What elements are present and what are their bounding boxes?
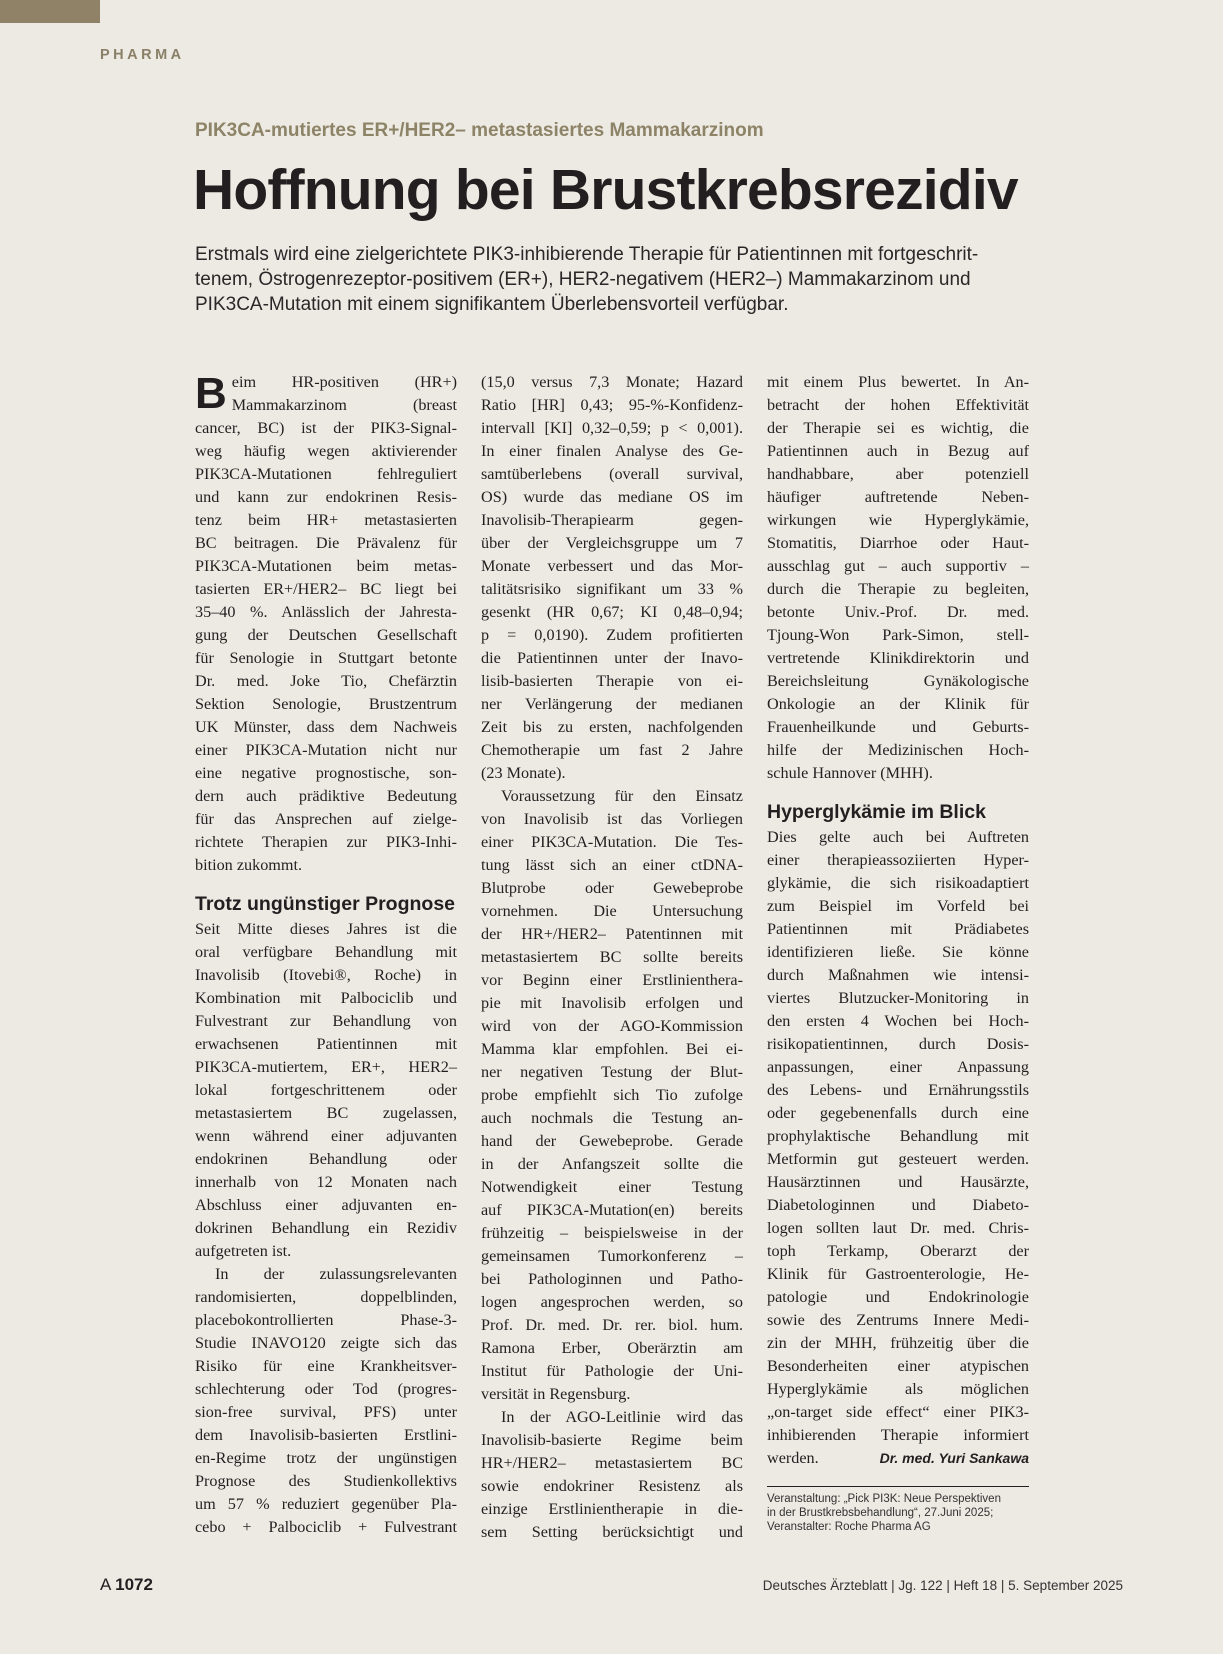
text-line: und kann zur endokrinen Resis- [195,488,457,506]
text-line: vornehmen. Die Untersuchung [481,902,743,920]
text-line: Fulvestrant zur Behandlung von [195,1012,457,1030]
text-line: Tjoung-Won Park-Simon, stell- [767,626,1029,644]
text-line: weg häufig wegen aktivierender [195,442,457,460]
text-line: Diabetologinnen und Diabeto- [767,1196,1029,1214]
text-line: Dies gelte auch bei Auftreten [767,828,1029,846]
text-line: Metformin gut gesteuert werden. [767,1150,1029,1168]
text-line: PIK3CA-mutiertem, ER+, HER2– [195,1058,457,1076]
text-line: die Patientinnen unter der Inavo- [481,649,743,667]
text-line: p = 0,0190). Zudem profitierten [481,626,743,644]
text-line: mit einem Plus bewertet. In An- [767,373,1029,391]
text-line: endokrinen Behandlung oder [195,1150,457,1168]
text-line: gung der Deutschen Gesellschaft [195,626,457,644]
page-number-value: 1072 [115,1575,153,1594]
section-label: PHARMA [100,47,185,63]
article-lede [195,242,1025,317]
text-line: en-Regime trotz der ungünstigen [195,1449,457,1467]
text-line: von Inavolisib ist das Vorliegen [481,810,743,828]
lede-line: Erstmals wird eine zielgerichtete PIK3-inhibierende Therapie für Patientinnen mit fortgeschrit- [195,244,979,265]
article-column-3 [767,371,1029,1470]
author-signoff: Dr. med. Yuri Sankawa [879,1450,1029,1466]
text-line: (15,0 versus 7,3 Monate; Hazard [481,373,743,391]
text-line: Prognose des Studienkollektivs [195,1472,457,1490]
section-accent-bar [0,0,100,23]
text-line: Chemotherapie um fast 2 Jahre [481,741,743,759]
text-line: Inavolisib-basierte Regime beim [481,1431,743,1449]
article-headline: Hoffnung bei Brustkrebsrezidiv [193,158,1018,222]
text-line: aufgetreten ist. [195,1242,292,1260]
text-line: wenn während einer adjuvanten [195,1127,457,1145]
text-line: Prof. Dr. med. Dr. rer. biol. hum. [481,1316,743,1334]
text-line: Dr. med. Joke Tio, Chefärztin [195,672,457,690]
text-line: vertretende Klinikdirektorin und [767,649,1029,667]
text-line: intervall [KI] 0,32–0,59; p < 0,001). [481,419,743,437]
text-line: inhibierenden Therapie informiert [767,1426,1029,1444]
text-line: dokrinen Behandlung ein Rezidiv [195,1219,457,1237]
text-line: eine negative prognostische, son- [195,764,457,782]
event-note-line: Veranstalter: Roche Pharma AG [767,1521,931,1533]
text-line: prophylaktische Behandlung mit [767,1127,1029,1145]
text-line: Frauenheilkunde und Geburts- [767,718,1029,736]
text-line: eim HR-positiven (HR+) [231,373,457,391]
text-line: samtüberlebens (overall survival, [481,465,743,483]
text-line: Seit Mitte dieses Jahres ist die [195,920,457,938]
text-line: 35–40 %. Anlässlich der Jahresta- [195,603,457,621]
text-line: Hyperglykämie als möglichen [767,1380,1029,1398]
text-line: PIK3CA-Mutationen fehlreguliert [195,465,457,483]
text-line: durch die Therapie zu begleiten, [767,580,1029,598]
text-line: häufiger auftretende Neben- [767,488,1029,506]
text-line: Bereichsleitung Gynäkologische [767,672,1029,690]
text-line: über der Vergleichsgruppe um 7 [481,534,743,552]
text-line: BC beitragen. Die Prävalenz für [195,534,457,552]
text-line: betonte Univ.-Prof. Dr. med. [767,603,1029,621]
text-line: dern auch prädiktive Bedeutung [195,787,457,805]
text-line: Ratio [HR] 0,43; 95-%-Konfidenz- [481,396,743,414]
text-line: „on-target side effect“ einer PIK3- [767,1403,1029,1421]
subheading: Hyperglykämie im Blick [767,801,986,823]
text-line: wirkungen wie Hyperglykämie, [767,511,1029,529]
text-line: HR+/HER2– metastasiertem BC [481,1454,743,1472]
text-line: zin der MHH, frühzeitig über die [767,1334,1029,1352]
text-line: hilfe der Medizinischen Hoch- [767,741,1029,759]
text-line: versität in Regensburg. [481,1385,631,1403]
text-line: UK Münster, dass dem Nachweis [195,718,457,736]
text-line: cancer, BC) ist der PIK3-Signal- [195,419,457,437]
text-line: einer therapieassoziierten Hyper- [767,851,1029,869]
text-line: Risiko für eine Krankheitsver- [195,1357,457,1375]
text-line: einer PIK3CA-Mutation. Die Tes- [481,833,743,851]
paragraph [767,371,1029,785]
text-line: um 57 % reduziert gegenüber Pla- [195,1495,457,1513]
text-line: ner Verlängerung der medianen [481,695,743,713]
lede-line: PIK3CA-Mutation mit einem signifikantem Überlebensvorteil verfügbar. [195,294,789,315]
text-line: pie mit Inavolisib erfolgen und [481,994,743,1012]
paragraph [195,918,457,1263]
text-line: sion-free survival, PFS) unter [195,1403,457,1421]
text-line: Zeit bis zu ersten, nachfolgenden [481,718,743,736]
text-line: richtete Therapien zur PIK3-Inhi- [195,833,457,851]
paragraph [481,1406,743,1544]
text-line: tasierten ER+/HER2– BC liegt bei [195,580,457,598]
text-line: Abschluss einer adjuvanten en- [195,1196,457,1214]
paragraph [195,371,457,877]
text-line: PIK3CA-Mutationen beim metas- [195,557,457,575]
text-line: dem Inavolisib-basierten Erstlini- [195,1426,457,1444]
text-line: für Senologie in Stuttgart betonte [195,649,457,667]
text-line: Studie INAVO120 zeigte sich das [195,1334,457,1352]
text-line: Inavolisib (Itovebi®, Roche) in [195,966,457,984]
text-line: OS) wurde das mediane OS im [481,488,743,506]
text-line: lisib-basierten Therapie von ei- [481,672,743,690]
text-line: toph Terkamp, Oberarzt der [767,1242,1029,1260]
article-kicker: PIK3CA-mutiertes ER+/HER2– metastasiertes Mammakarzinom [195,120,764,141]
text-line: logen sollten laut Dr. med. Chris- [767,1219,1029,1237]
text-line: patologie und Endokrinologie [767,1288,1029,1306]
text-line: Kombination mit Palbociclib und [195,989,457,1007]
text-line: oder gegebenenfalls durch eine [767,1104,1029,1122]
text-line: auch nochmals die Testung an- [481,1109,743,1127]
text-line: sem Setting berücksichtigt und [481,1523,743,1541]
text-line: in der Anfangszeit sollte die [481,1155,743,1173]
text-line: talitätsrisiko signifikant um 33 % [481,580,743,598]
text-line: schule Hannover (MHH). [767,764,933,782]
text-line: auf PIK3CA-Mutation(en) bereits [481,1201,743,1219]
text-line: viertes Blutzucker-Monitoring in [767,989,1029,1007]
text-line: sowie des Zentrums Innere Medi- [767,1311,1029,1329]
text-line: der HR+/HER2– Patentinnen mit [481,925,743,943]
text-line: betracht der hohen Effektivität [767,396,1029,414]
text-line: hand der Gewebeprobe. Gerade [481,1132,743,1150]
text-line: placebokontrollierten Phase-3- [195,1311,457,1329]
paragraph [481,371,743,785]
text-line: tung lässt sich an einer ctDNA- [481,856,743,874]
text-line: bition zukommt. [195,856,303,874]
text-line: den ersten 4 Wochen bei Hoch- [767,1012,1029,1030]
article-column-1 [195,371,457,1539]
text-line: des Lebens- und Ernährungsstils [767,1081,1029,1099]
text-line: gemeinsamen Tumorkonferenz – [481,1247,743,1265]
text-line: vor Beginn einer Erstlinienthera- [481,971,743,989]
text-line: Hausärztinnen und Hausärzte, [767,1173,1029,1191]
closing-line [767,1447,1029,1470]
text-line: innerhalb von 12 Monaten nach [195,1173,457,1191]
text-line: tenz beim HR+ metastasierten [195,511,457,529]
text-line: ausschlag gut – auch supportiv – [767,557,1029,575]
text-line: handhabbare, aber potenziell [767,465,1029,483]
text-line: risikopatientinnen, durch Dosis- [767,1035,1029,1053]
text-line: frühzeitig – beispielsweise in der [481,1224,743,1242]
text-line: Voraussetzung für den Einsatz [501,787,743,805]
text-line: probe empfiehlt sich Tio zufolge [481,1086,743,1104]
text-line: cebo + Palbociclib + Fulvestrant [195,1518,457,1536]
closing-text: werden. [767,1449,819,1467]
text-line: bei Pathologinnen und Patho- [481,1270,743,1288]
text-line: Besonderheiten einer atypischen [767,1357,1029,1375]
event-note [767,1486,1029,1534]
paragraph [195,1263,457,1539]
text-line: Inavolisib-Therapiearm gegen- [481,511,743,529]
article-column-2 [481,371,743,1544]
text-line: sowie endokriner Resistenz als [481,1477,743,1495]
text-line: In einer finalen Analyse des Ge- [481,442,743,460]
text-line: Patientinnen auch in Bezug auf [767,442,1029,460]
text-line: Stomatitis, Diarrhoe oder Haut- [767,534,1029,552]
text-line: metastasiertem BC zugelassen, [195,1104,457,1122]
text-line: Institut für Pathologie der Uni- [481,1362,743,1380]
text-line: Onkologie an der Klinik für [767,695,1029,713]
text-line: durch Maßnahmen wie intensi- [767,966,1029,984]
page-number [100,1575,153,1595]
text-line: Notwendigkeit einer Testung [481,1178,743,1196]
page-prefix: A [100,1575,111,1594]
text-line: erwachsenen Patientinnen mit [195,1035,457,1053]
text-line: anpassungen, einer Anpassung [767,1058,1029,1076]
text-line: Ramona Erber, Oberärztin am [481,1339,743,1357]
paragraph [767,826,1029,1447]
text-line: Klinik für Gastroenterologie, He- [767,1265,1029,1283]
publication-footer: Deutsches Ärzteblatt | Jg. 122 | Heft 18 | 5. September 2025 [762,1578,1123,1593]
text-line: Blutprobe oder Gewebeprobe [481,879,743,897]
text-line: In der zulassungsrelevanten [215,1265,457,1283]
text-line: glykämie, die sich risikoadaptiert [767,874,1029,892]
paragraph [481,785,743,1406]
dropcap: B [195,369,227,418]
subheading: Trotz ungünstiger Prognose [195,893,456,915]
text-line: metastasiertem BC sollte bereits [481,948,743,966]
text-line: Patientinnen mit Prädiabetes [767,920,1029,938]
text-line: lokal fortgeschrittenem oder [195,1081,457,1099]
text-line: für das Ansprechen auf zielge- [195,810,457,828]
text-line: logen angesprochen werden, so [481,1293,743,1311]
text-line: Monate verbessert und das Mor- [481,557,743,575]
text-line: Sektion Senologie, Brustzentrum [195,695,457,713]
text-line: randomisierten, doppelblinden, [195,1288,457,1306]
text-line: Mamma klar empfohlen. Bei ei- [481,1040,743,1058]
text-line: der Therapie sei es wichtig, die [767,419,1029,437]
text-line: oral verfügbare Behandlung mit [195,943,457,961]
text-line: einer PIK3CA-Mutation nicht nur [195,741,457,759]
text-line: schlechterung oder Tod (progres- [195,1380,457,1398]
lede-line: tenem, Östrogenrezeptor-positivem (ER+), HER2-negativem (HER2–) Mammakarzinom und [195,269,971,290]
event-note-line: in der Brustkrebsbehandlung“, 27.Juni 2025; [767,1507,994,1519]
text-line: wird von der AGO-Kommission [481,1017,743,1035]
text-line: Mammakarzinom (breast [231,396,457,414]
event-note-line: Veranstaltung: „Pick PI3K: Neue Perspektiven [767,1493,1001,1505]
text-line: (23 Monate). [481,764,566,782]
text-line: zum Beispiel im Vorfeld bei [767,897,1029,915]
text-line: In der AGO-Leitlinie wird das [501,1408,743,1426]
text-line: ner negativen Testung der Blut- [481,1063,743,1081]
text-line: identifizieren ließe. Sie könne [767,943,1029,961]
text-line: einzige Erstlinientherapie in die- [481,1500,743,1518]
text-line: gesenkt (HR 0,67; KI 0,48–0,94; [481,603,743,621]
